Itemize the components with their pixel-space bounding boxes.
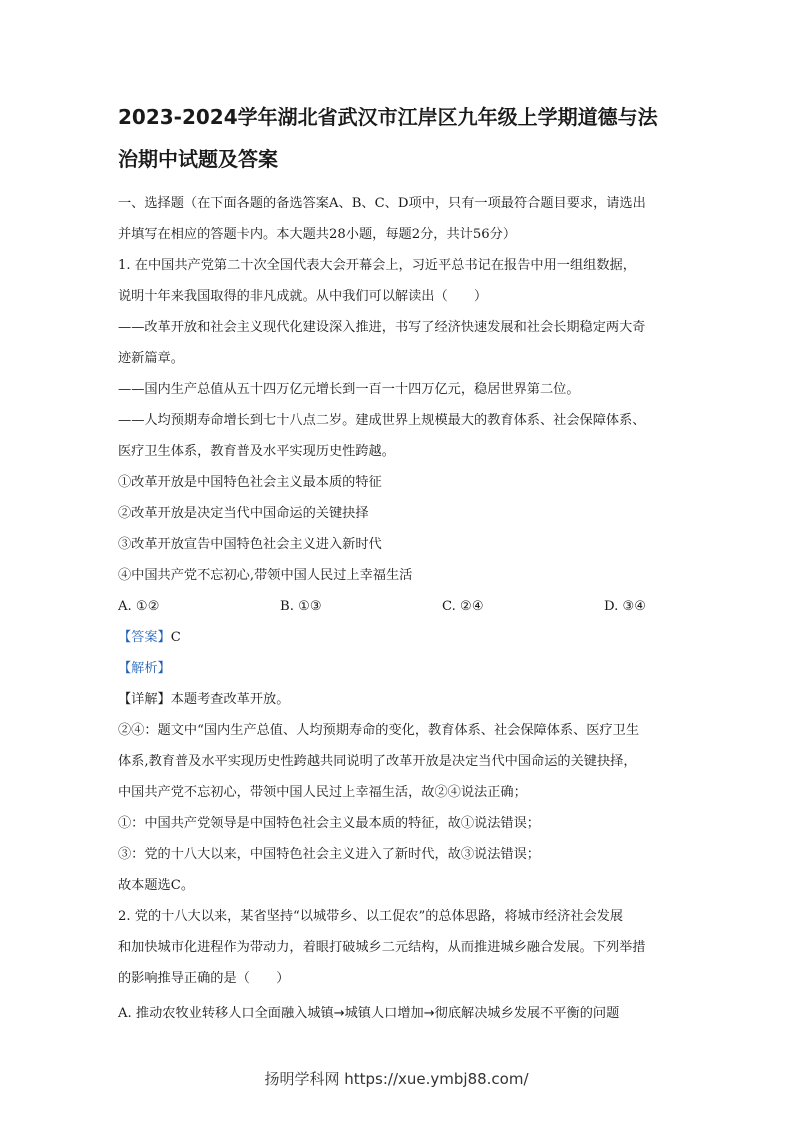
- title-line-2: 治期中试题及答案: [118, 147, 278, 171]
- q1-explain-2: ①：中国共产党领导是中国特色社会主义最本质的特征，故①说法错误；: [118, 816, 540, 831]
- q1-material-3: ——人均预期寿命增长到七十八点二岁。建成世界上规模最大的教育体系、社会保障体系、: [118, 413, 646, 428]
- q1-material-1: ——改革开放和社会主义现代化建设深入推进，书写了经济快速发展和社会长期稳定两大奇: [118, 320, 646, 335]
- q2-option-a-part3: 彻底解决城乡发展不平衡的问题: [434, 1006, 620, 1021]
- q2-option-a-part2: 城镇人口增加: [344, 1006, 424, 1021]
- q1-explain-4: 故本题选C。: [118, 878, 195, 893]
- q1-statement-2: ②改革开放是决定当代中国命运的关键抉择: [118, 506, 369, 521]
- q1-option-b: B. ①③: [280, 599, 322, 614]
- q2-stem-cont2: 的影响推导正确的是（ ）: [118, 971, 290, 986]
- q1-stem: 1. 在中国共产党第二十次全国代表大会开幕会上，习近平总书记在报告中用一组组数据，: [118, 258, 636, 273]
- q1-explain-1-cont: 体系,教育普及水平实现历史性跨越共同说明了改革开放是决定当代中国命运的关键抉择，: [118, 754, 637, 769]
- q1-explain-3: ③：党的十八大以来，中国特色社会主义进入了新时代，故③说法错误；: [118, 847, 540, 862]
- q2-option-a: [118, 998, 678, 1029]
- q1-material-1-cont: 迹新篇章。: [118, 351, 184, 366]
- q2-option-a-part1: A. 推动农牧业转移人口全面融入城镇: [118, 1006, 334, 1021]
- arrow-right-icon: →: [333, 1006, 345, 1021]
- title-line-1: 2023-2024学年湖北省武汉市江岸区九年级上学期道德与法: [118, 105, 658, 129]
- q1-material-2: ——国内生产总值从五十四万亿元增长到一百一十四万亿元，稳居世界第二位。: [118, 382, 580, 397]
- section-heading-cont: 并填写在相应的答题卡内。本大题共28小题，每题2分，共计56分）: [118, 227, 517, 242]
- q1-detail: [118, 684, 678, 715]
- q1-stem-cont: 说明十年来我国取得的非凡成就。从中我们可以解读出（ ）: [118, 289, 488, 304]
- q1-statement-4: ④中国共产党不忘初心,带领中国人民过上幸福生活: [118, 568, 413, 583]
- answer-value: C: [170, 630, 181, 645]
- section-heading: 一、选择题（在下面各题的备选答案A、B、C、D项中，只有一项最符合题目要求，请选出: [118, 196, 646, 211]
- q1-material-3-cont: 医疗卫生体系，教育普及水平实现历史性跨越。: [118, 444, 395, 459]
- q1-option-d: D. ③④: [604, 599, 647, 614]
- q1-option-c: C. ②④: [442, 599, 484, 614]
- q2-stem: 2. 党的十八大以来，某省坚持“以城带乡、以工促农”的总体思路，将城市经济社会发展: [118, 909, 624, 924]
- q1-answer: [118, 622, 678, 653]
- q1-analysis: [118, 653, 678, 684]
- detail-text: 本题考查改革开放。: [170, 692, 290, 707]
- q1-option-a: A. ①②: [118, 599, 160, 614]
- q1-explain-1-cont2: 中国共产党不忘初心，带领中国人民过上幸福生活，故②④说法正确；: [118, 785, 527, 800]
- document-title: [118, 96, 678, 180]
- arrow-right-icon: →: [423, 1006, 435, 1021]
- q2-stem-cont: 和加快城市化进程作为带动力，着眼打破城乡二元结构，从而推进城乡融合发展。下列举措: [118, 940, 646, 955]
- q1-statement-3: ③改革开放宣告中国特色社会主义进入新时代: [118, 537, 382, 552]
- q1-options: [118, 591, 678, 622]
- document-page: [118, 96, 678, 1029]
- detail-tag: 【详解】: [118, 692, 171, 707]
- answer-tag: 【答案】: [118, 630, 171, 645]
- analysis-tag: 【解析】: [118, 661, 171, 676]
- q1-explain-1: ②④：题文中“国内生产总值、人均预期寿命的变化，教育体系、社会保障体系、医疗卫生: [118, 723, 640, 738]
- q1-statement-1: ①改革开放是中国特色社会主义最本质的特征: [118, 475, 382, 490]
- footer-watermark: 扬明学科网 https://xue.ymbj88.com/: [264, 1070, 529, 1088]
